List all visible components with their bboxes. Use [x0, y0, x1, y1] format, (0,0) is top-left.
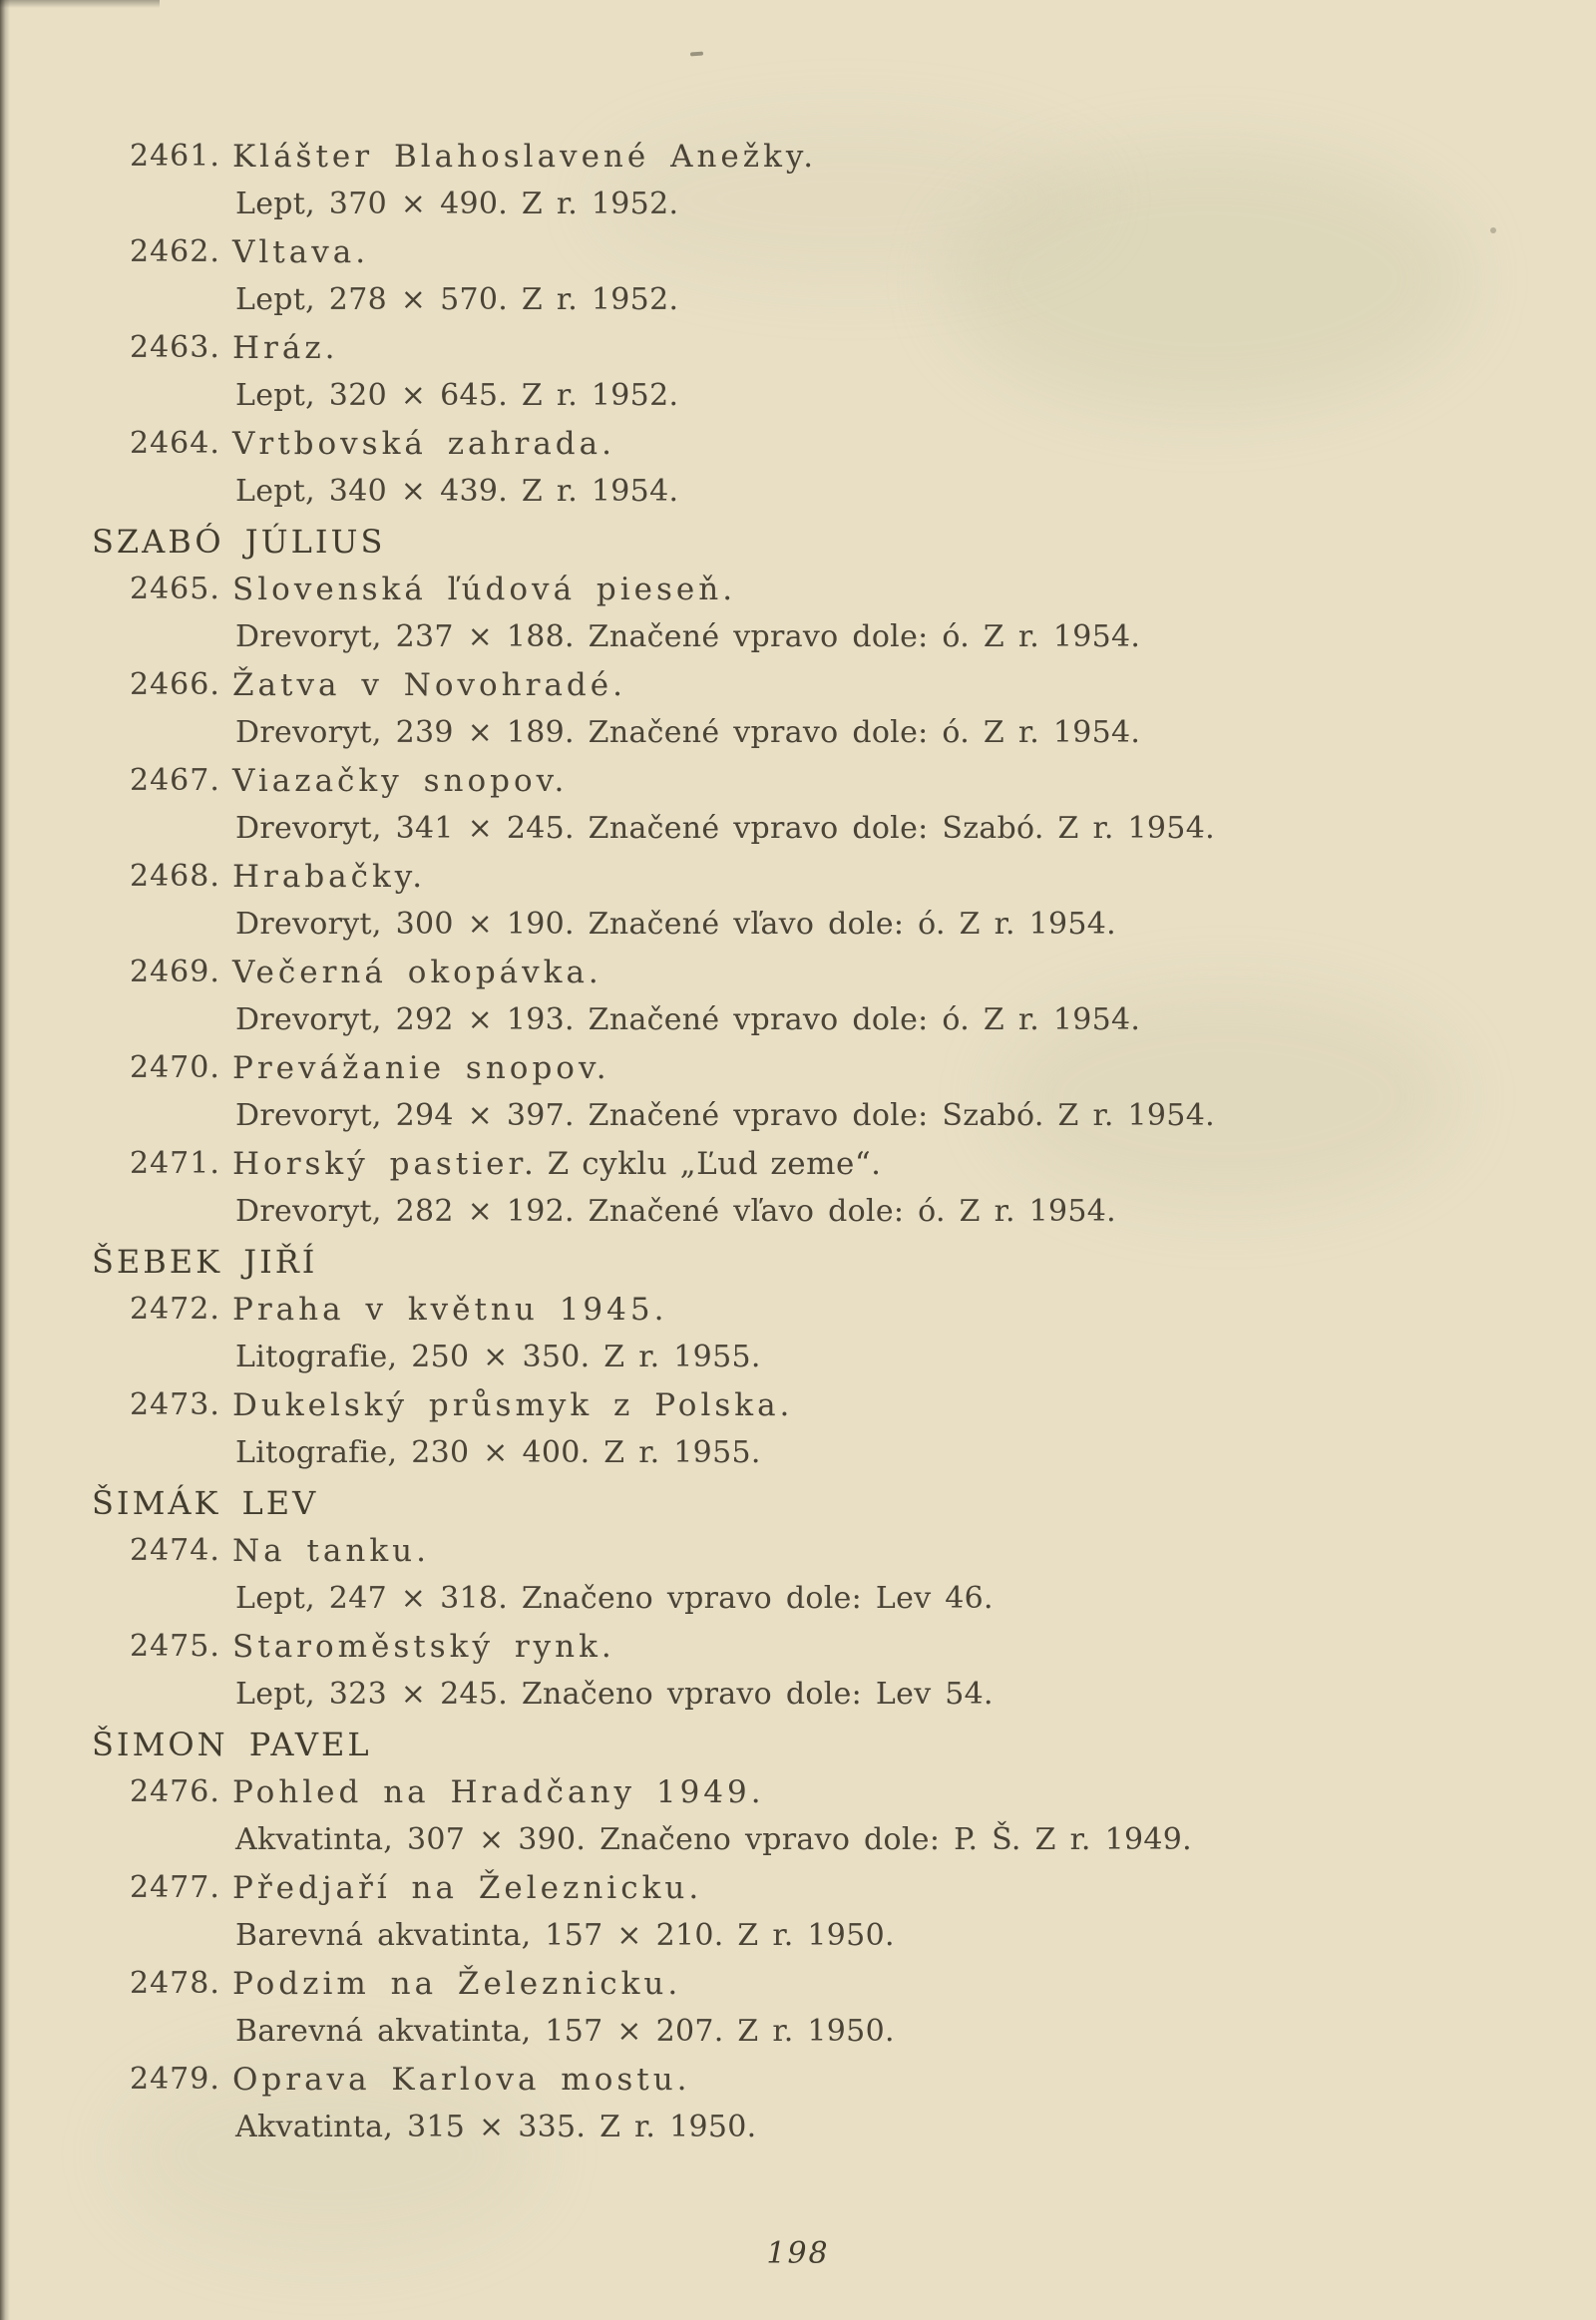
entry-technique: Drevoryt, 294 × 397. Značené vpravo dole: Szabó. Z r. 1954. — [235, 1098, 1215, 1133]
entry-technique: Lept, 370 × 490. Z r. 1952. — [235, 187, 679, 221]
entry-technique: Drevoryt, 239 × 189. Značené vpravo dole: ó. Z r. 1954. — [235, 715, 1141, 750]
entry-title-line — [232, 757, 1596, 805]
catalog-entry — [0, 1864, 1596, 1960]
entry-technique: Drevoryt, 300 × 190. Značené vľavo dole: ó. Z r. 1954. — [235, 907, 1117, 942]
artist-heading: SZABÓ JÚLIUS — [92, 523, 386, 561]
entry-title: Klášter Blahoslavené Anežky. — [232, 139, 818, 175]
entry-title-line — [232, 324, 1596, 372]
entry-technique: Lept, 278 × 570. Z r. 1952. — [235, 282, 679, 317]
catalog-list — [0, 133, 1596, 2151]
entry-number: 2463. — [130, 330, 220, 365]
catalog-entry — [0, 853, 1596, 949]
entry-title: Na tanku. — [232, 1533, 430, 1569]
entry-title-line — [232, 1527, 1596, 1575]
entry-title: Večerná okopávka. — [232, 955, 602, 990]
entry-number: 2467. — [130, 763, 220, 798]
entry-title-line — [232, 133, 1596, 181]
catalog-entry — [0, 133, 1596, 228]
catalog-entry — [0, 757, 1596, 853]
catalog-entry — [0, 1286, 1596, 1381]
entry-number: 2466. — [130, 667, 220, 702]
entry-title-suffix: Z cyklu „Ľud zeme“. — [547, 1146, 882, 1182]
entry-title-line — [232, 661, 1596, 709]
entry-title: Oprava Karlova mostu. — [232, 2062, 691, 2098]
entry-title: Hráz. — [232, 330, 339, 366]
entry-title: Pohled na Hradčany 1949. — [232, 1774, 765, 1810]
catalog-entry — [0, 228, 1596, 324]
entry-title: Viazačky snopov. — [232, 763, 569, 799]
entry-title-line — [232, 566, 1596, 613]
entry-technique: Barevná akvatinta, 157 × 210. Z r. 1950. — [235, 1918, 895, 1953]
entry-number: 2471. — [130, 1146, 220, 1181]
scan-speck — [690, 52, 703, 57]
entry-number: 2479. — [130, 2062, 220, 2097]
catalog-entry — [0, 1623, 1596, 1719]
entry-title: Praha v květnu 1945. — [232, 1292, 668, 1328]
entry-title: Vltava. — [232, 234, 370, 270]
catalog-entry — [0, 2056, 1596, 2151]
entry-title-line — [232, 1768, 1596, 1816]
entry-title-line — [232, 1623, 1596, 1671]
page-number: 198 — [766, 2236, 830, 2271]
entry-title-line — [232, 1140, 1596, 1188]
entry-technique: Lept, 320 × 645. Z r. 1952. — [235, 378, 679, 413]
entry-number: 2474. — [130, 1533, 220, 1568]
catalog-entry — [0, 1381, 1596, 1477]
catalog-entry — [0, 661, 1596, 757]
entry-number: 2477. — [130, 1870, 220, 1905]
entry-technique: Drevoryt, 237 × 188. Značené vpravo dole: ó. Z r. 1954. — [235, 619, 1141, 654]
entry-title: Slovenská ľúdová pieseň. — [232, 572, 737, 607]
entry-title-line — [232, 853, 1596, 901]
entry-technique: Akvatinta, 315 × 335. Z r. 1950. — [235, 2110, 757, 2144]
entry-number: 2464. — [130, 426, 220, 461]
entry-title: Vrtbovská zahrada. — [232, 426, 615, 462]
catalog-entry — [0, 566, 1596, 661]
entry-number: 2462. — [130, 234, 220, 269]
entry-technique: Barevná akvatinta, 157 × 207. Z r. 1950. — [235, 2014, 895, 2049]
catalog-entry — [0, 1960, 1596, 2056]
entry-technique: Lept, 323 × 245. Značeno vpravo dole: Lev 54. — [235, 1677, 994, 1712]
entry-title: Horský pastier. — [232, 1146, 538, 1182]
entry-number: 2461. — [130, 139, 220, 174]
entry-title-line — [232, 1286, 1596, 1334]
entry-number: 2468. — [130, 859, 220, 894]
entry-number: 2476. — [130, 1774, 220, 1809]
entry-title: Hrabačky. — [232, 859, 427, 895]
entry-number: 2470. — [130, 1050, 220, 1085]
artist-heading: ŠEBEK JIŘÍ — [92, 1243, 318, 1281]
entry-title-line — [232, 1044, 1596, 1092]
catalog-entry — [0, 1768, 1596, 1864]
entry-number: 2472. — [130, 1292, 220, 1327]
artist-heading: ŠIMON PAVEL — [92, 1726, 372, 1763]
entry-title: Žatva v Novohradé. — [232, 667, 626, 703]
entry-title-line — [232, 1960, 1596, 2008]
entry-number: 2478. — [130, 1966, 220, 2001]
catalog-entry — [0, 1044, 1596, 1140]
entry-title: Prevážanie snopov. — [232, 1050, 610, 1086]
entry-number: 2475. — [130, 1629, 220, 1664]
catalog-entry — [0, 420, 1596, 516]
entry-title-line — [232, 1381, 1596, 1429]
catalog-entry — [0, 1140, 1596, 1236]
entry-title-line — [232, 949, 1596, 996]
entry-technique: Drevoryt, 341 × 245. Značené vpravo dole: Szabó. Z r. 1954. — [235, 811, 1215, 846]
entry-technique: Lept, 340 × 439. Z r. 1954. — [235, 474, 679, 509]
entry-technique: Lept, 247 × 318. Značeno vpravo dole: Lev 46. — [235, 1581, 994, 1616]
artist-heading: ŠIMÁK LEV — [92, 1484, 319, 1522]
entry-number: 2473. — [130, 1387, 220, 1422]
entry-technique: Litografie, 250 × 350. Z r. 1955. — [235, 1340, 761, 1374]
entry-title-line — [232, 1864, 1596, 1912]
entry-title-line — [232, 2056, 1596, 2104]
catalog-entry — [0, 1527, 1596, 1623]
entry-title: Podzim na Železnicku. — [232, 1966, 682, 2002]
entry-technique: Drevoryt, 292 × 193. Značené vpravo dole: ó. Z r. 1954. — [235, 1002, 1141, 1037]
entry-title-line — [232, 420, 1596, 468]
scan-edge-artifact — [0, 0, 160, 8]
catalog-entry — [0, 324, 1596, 420]
catalog-entry — [0, 949, 1596, 1044]
entry-technique: Litografie, 230 × 400. Z r. 1955. — [235, 1435, 761, 1470]
entry-technique: Akvatinta, 307 × 390. Značeno vpravo dole: P. Š. Z r. 1949. — [235, 1822, 1192, 1857]
entry-technique: Drevoryt, 282 × 192. Značené vľavo dole: ó. Z r. 1954. — [235, 1194, 1117, 1229]
entry-title: Dukelský průsmyk z Polska. — [232, 1387, 794, 1423]
entry-title: Předjaří na Železnicku. — [232, 1870, 703, 1906]
entry-number: 2465. — [130, 572, 220, 606]
entry-number: 2469. — [130, 955, 220, 989]
entry-title: Staroměstský rynk. — [232, 1629, 615, 1665]
entry-title-line — [232, 228, 1596, 276]
